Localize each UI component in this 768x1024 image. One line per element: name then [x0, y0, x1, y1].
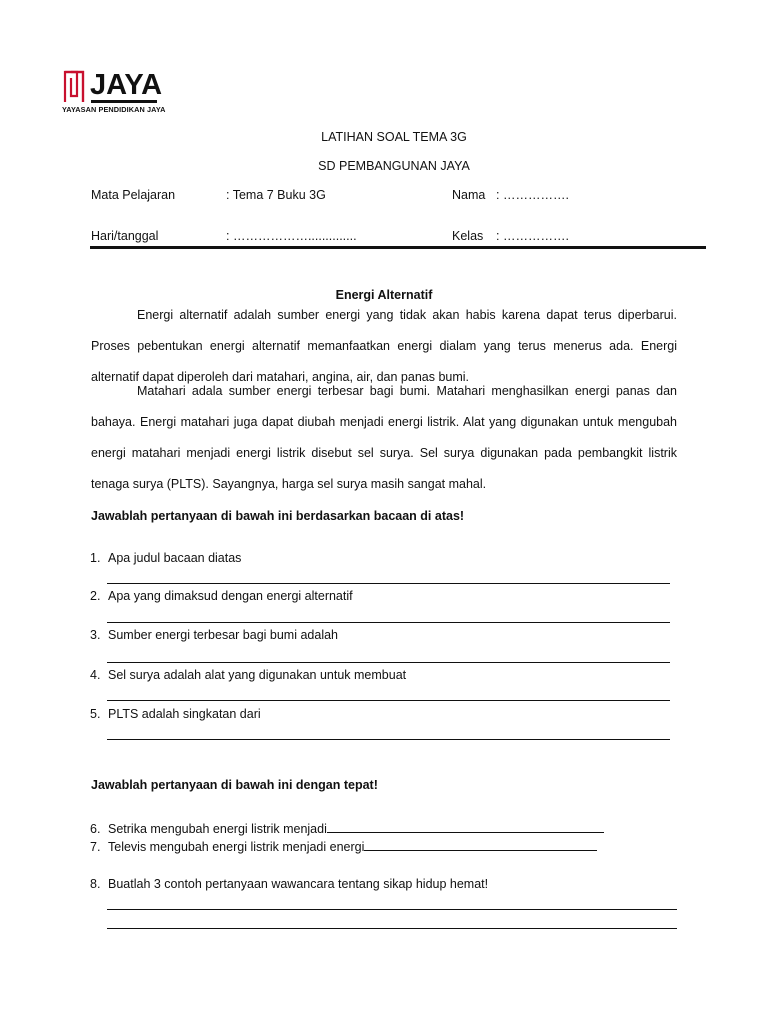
field-label-date: Hari/tanggal	[91, 229, 159, 243]
field-value-name: : …………….	[496, 188, 569, 202]
question-text: Setrika mengubah energi listrik menjadi	[108, 822, 327, 836]
question-2	[90, 589, 353, 603]
worksheet-title: LATIHAN SOAL TEMA 3G	[321, 130, 467, 144]
question-7	[90, 838, 597, 854]
answer-blank-7[interactable]	[364, 838, 597, 851]
field-value-subject: : Tema 7 Buku 3G	[226, 188, 326, 202]
logo-subtitle: YAYASAN PENDIDIKAN JAYA	[62, 105, 166, 114]
question-number: 7.	[90, 840, 101, 854]
header-divider	[90, 246, 706, 249]
question-number: 2.	[90, 589, 101, 603]
reading-paragraph-2	[91, 376, 677, 500]
answer-line-3[interactable]	[107, 662, 670, 663]
question-4	[90, 668, 406, 682]
question-8	[90, 877, 488, 891]
field-label-class: Kelas	[452, 229, 484, 243]
question-text: Sel surya adalah alat yang digunakan untuk membuat	[108, 668, 407, 682]
question-5	[90, 707, 261, 721]
question-number: 5.	[90, 707, 101, 721]
reading-paragraph-1-text: Energi alternatif adalah sumber energi yang tidak akan habis karena dapat terus diperbarui. Proses pebentukan energi alternatif memanfaatkan energi dialam yang terus menerus ada. Energi alternatif dapat diperoleh dari matahari, angina, air, dan panas bumi.	[91, 308, 677, 384]
question-text: Buatlah 3 contoh pertanyaan wawancara tentang sikap hidup hemat!	[108, 877, 489, 891]
question-6	[90, 820, 604, 836]
question-text: Televis mengubah energi listrik menjadi energi	[108, 840, 365, 854]
section2-instruction: Jawablah pertanyaan di bawah ini dengan tepat!	[91, 778, 378, 792]
answer-blank-6[interactable]	[327, 820, 604, 833]
question-3	[90, 628, 338, 642]
question-number: 8.	[90, 877, 101, 891]
question-text: Apa judul bacaan diatas	[108, 551, 242, 565]
reading-title: Energi Alternatif	[335, 288, 433, 302]
question-text: PLTS adalah singkatan dari	[108, 707, 261, 721]
question-number: 4.	[90, 668, 101, 682]
field-label-name: Nama	[452, 188, 486, 202]
question-number: 6.	[90, 822, 101, 836]
question-text: Sumber energi terbesar bagi bumi adalah	[108, 628, 338, 642]
field-label-subject: Mata Pelajaran	[91, 188, 176, 202]
answer-line-8b[interactable]	[107, 928, 677, 929]
section1-instruction: Jawablah pertanyaan di bawah ini berdasarkan bacaan di atas!	[91, 509, 465, 523]
logo-wordmark: JAYA	[90, 69, 163, 101]
field-value-class: : …………….	[496, 229, 569, 243]
school-name: SD PEMBANGUNAN JAYA	[318, 159, 470, 173]
field-value-date: : ………………..............	[226, 229, 357, 243]
reading-paragraph-2-text: Matahari adala sumber energi terbesar bagi bumi. Matahari menghasilkan energi panas dan bahaya. Energi matahari juga dapat diubah menjadi energi listrik. Alat yang digunakan untuk mengubah energi matahari menjadi energi listrik disebut sel surya. Sel surya digunakan pada pembangkit listrik tenaga surya (PLTS). Sayangnya, harga sel surya masih sangat mahal.	[91, 384, 677, 491]
answer-line-4[interactable]	[107, 700, 670, 701]
question-text: Apa yang dimaksud dengan energi alternatif	[108, 589, 353, 603]
answer-line-5[interactable]	[107, 739, 670, 740]
answer-line-8a[interactable]	[107, 909, 677, 910]
answer-line-2[interactable]	[107, 622, 670, 623]
question-number: 1.	[90, 551, 101, 565]
question-1	[90, 551, 241, 565]
answer-line-1[interactable]	[107, 583, 670, 584]
question-number: 3.	[90, 628, 101, 642]
